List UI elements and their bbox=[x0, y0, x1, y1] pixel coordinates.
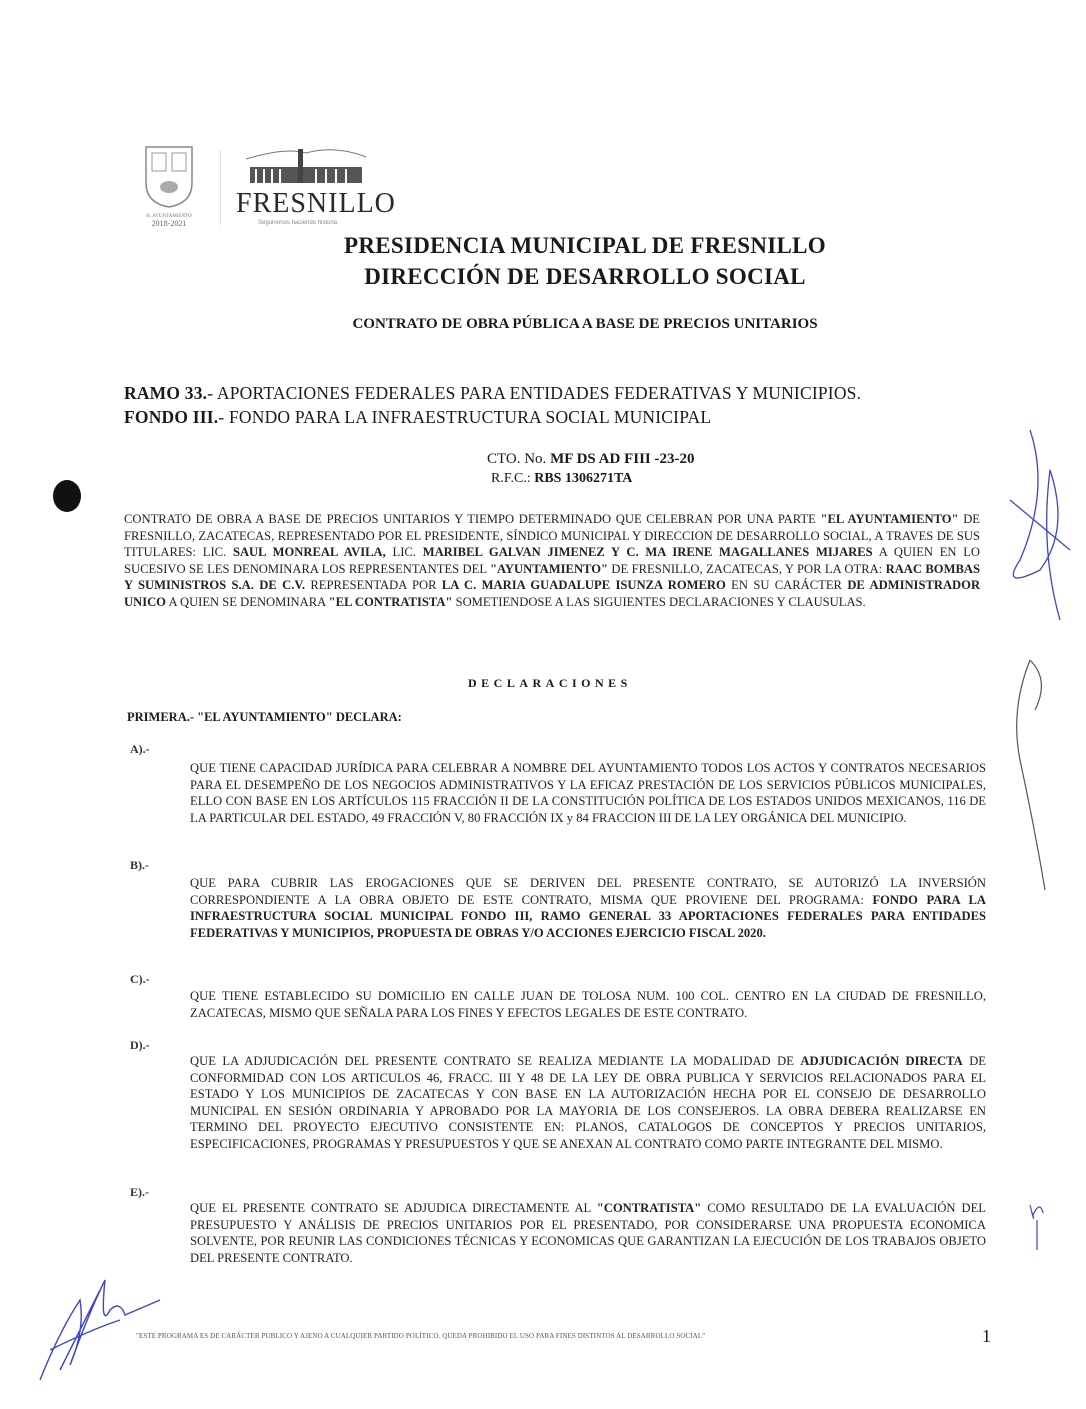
fondo-line bbox=[124, 407, 711, 428]
coat-of-arms-icon bbox=[140, 143, 198, 209]
fondo-text: - FONDO PARA LA INFRAESTRUCTURA SOCIAL MUNICIPAL bbox=[218, 407, 712, 427]
logo-divider bbox=[220, 150, 221, 225]
declaraciones-heading: DECLARACIONES bbox=[468, 676, 632, 690]
cto-value: MF DS AD FIII -23-20 bbox=[550, 451, 695, 467]
clause-paragraph bbox=[190, 760, 986, 826]
clause-paragraph bbox=[190, 1200, 986, 1266]
text-run: COMO RESULTADO DE LA EVALUACIÓN DEL PRESUPUESTO Y ANÁLISIS DE PRECIOS UNITARIOS POR EL PRESENTADO, POR CONSIDERARSE UNA PROPUESTA ECONOMICA SOLVENTE, POR REUNIR LAS CONDICIONES TÉCNICAS Y ECONOMICAS QUE GARANTIZAN LA EJECUCIÓN DE LOS TRABAJOS OBJETO DEL PRESENTE CONTRATO. bbox=[190, 1201, 986, 1265]
text-run: SOMETIENDOSE A LAS SIGUIENTES DECLARACIONES Y CLAUSULAS. bbox=[452, 594, 866, 609]
clause-label: D).- bbox=[130, 1038, 150, 1052]
title-line-1: PRESIDENCIA MUNICIPAL DE FRESNILLO bbox=[344, 233, 826, 258]
rfc-label: R.F.C.: bbox=[491, 471, 531, 486]
contract-number bbox=[487, 451, 695, 468]
rfc bbox=[491, 471, 632, 487]
bold-text-run: MARIBEL GALVAN JIMENEZ Y C. MA IRENE MAGALLANES MIJARES bbox=[422, 545, 873, 560]
text-run: A QUIEN EN LO SUCESIVO SE LES DENOMINARA LOS REPRESENTANTES DEL bbox=[124, 545, 981, 576]
text-run: QUE TIENE ESTABLECIDO SU DOMICILIO EN CALLE JUAN DE TOLOSA NUM. 100 COL. CENTRO EN LA CIUDAD DE FRESNILLO, ZACATECAS, MISMO QUE SEÑALA PARA LOS FINES Y EFECTOS LEGALES DE ESTE CONTRATO. bbox=[190, 989, 986, 1020]
bold-text-run: DE ADMINISTRADOR UNICO bbox=[124, 578, 981, 609]
monument-icon bbox=[236, 145, 376, 187]
text-run: DE CONFORMIDAD CON LOS ARTICULOS 46, FRACC. III Y 48 DE LA LEY DE OBRA PUBLICA Y SERVICIOS RELACIONADOS PARA EL ESTADO Y LOS MUNICIPIOS DE ZACATECAS Y CON BASE EN LA AUTORIZACIÓN HECHA POR EL CONSEJO DE DESARROLLO MUNICIPAL EN SESIÓN ORDINARIA Y APROBADO POR LA MAYORIA DE LOS CONSEJEROS. LA OBRA DEBERA REALIZARSE EN TERMINO DEL PROYECTO EJECUTIVO CONSISTENTE EN: PLANOS, CATALOGOS DE CONCEPTOS Y PRECIOS UNITARIOS, ESPECIFICACIONES, PROGRAMAS Y PRESUPUESTOS Y QUE SE ANEXAN AL CONTRATO COMO PARTE INTEGRANTE DEL MISMO. bbox=[190, 1054, 986, 1151]
seal-caption-2: 2018-2021 bbox=[151, 219, 187, 228]
text-run: EN SU CARÁCTER bbox=[725, 578, 848, 593]
rfc-value: RBS 1306271TA bbox=[534, 471, 633, 486]
bold-text-run: "AYUNTAMIENTO" bbox=[489, 561, 609, 576]
seal-caption-1: H. AYUNTAMIENTO bbox=[146, 214, 192, 219]
initials-right-margin bbox=[1025, 1195, 1055, 1255]
text-run: DE FRESNILLO, ZACATECAS, Y POR LA OTRA: bbox=[608, 561, 886, 576]
ramo-text: - APORTACIONES FEDERALES PARA ENTIDADES FEDERATIVAS Y MUNICIPIOS. bbox=[207, 383, 862, 403]
logo-tagline: Seguiremos haciendo historia bbox=[258, 220, 338, 226]
primera-heading: PRIMERA.- "EL AYUNTAMIENTO" DECLARA: bbox=[127, 710, 402, 724]
text-run: QUE TIENE CAPACIDAD JURÍDICA PARA CELEBRAR A NOMBRE DEL AYUNTAMIENTO TODOS LOS ACTOS Y CONTRATOS NECESARIOS PARA EL DESEMPEÑO DE LOS NEGOCIOS ADMINISTRATIVOS Y LA EFICAZ PRESTACIÓN DE LOS SERVICIOS PÚBLICOS MUNICIPALES, ELLO CON BASE EN LOS ARTÍCULOS 115 FRACCIÓN II DE LA CONSTITUCIÓN POLÍTICA DE LOS ESTADOS UNIDOS MEXICANOS, 116 DE LA PARTICULAR DEL ESTADO, 49 FRACCIÓN V, 80 FRACCIÓN IX y 84 FRACCION III DE LA LEY ORGÁNICA DEL MUNICIPIO. bbox=[190, 761, 986, 825]
footer-notice: "ESTE PROGRAMA ES DE CARÁCTER PUBLICO Y AJENO A CUALQUIER PARTIDO POLÍTICO. QUEDA PROHIBIDO EL USO PARA FINES DISTINTOS AL DESARROLLO SOCIAL" bbox=[136, 1332, 706, 1340]
clause-paragraph bbox=[190, 1053, 986, 1153]
text-run: QUE LA ADJUDICACIÓN DEL PRESENTE CONTRATO SE REALIZA MEDIANTE LA MODALIDAD DE bbox=[190, 1054, 801, 1068]
cto-label: CTO. No. bbox=[487, 451, 547, 467]
signature-right-margin bbox=[990, 410, 1080, 910]
clause-paragraph bbox=[190, 875, 986, 941]
fondo-label: FONDO III. bbox=[124, 407, 219, 427]
intro-paragraph bbox=[124, 511, 980, 611]
bold-text-run: ADJUDICACIÓN DIRECTA bbox=[800, 1054, 963, 1068]
page-number: 1 bbox=[982, 1326, 991, 1346]
clause-label: C).- bbox=[130, 972, 150, 986]
clause-label: E).- bbox=[130, 1185, 149, 1199]
bold-text-run: RAAC BOMBAS Y SUMINISTROS S.A. DE C.V. bbox=[124, 561, 980, 593]
signature-bottom-left bbox=[30, 1270, 170, 1390]
clause-paragraph bbox=[190, 988, 986, 1021]
text-run: LIC. bbox=[385, 545, 423, 560]
fresnillo-logo bbox=[236, 145, 396, 226]
bold-text-run: "EL CONTRATISTA" bbox=[328, 594, 453, 609]
bold-text-run: "CONTRATISTA" bbox=[596, 1201, 702, 1215]
bold-text-run: LA C. MARIA GUADALUPE ISUNZA ROMERO bbox=[441, 578, 726, 593]
text-run: QUE PARA CUBRIR LAS EROGACIONES QUE SE DERIVEN DEL PRESENTE CONTRATO, SE AUTORIZÓ LA INVERSIÓN CORRESPONDIENTE A LA OBRA OBJETO DE ESTE CONTRATO, MISMA QUE PROVIENE DEL PROGRAMA: bbox=[190, 876, 986, 907]
logo-text: FRESNILLO bbox=[236, 188, 396, 219]
municipal-seal bbox=[140, 143, 198, 231]
bold-text-run: FONDO PARA LA INFRAESTRUCTURA SOCIAL MUNICIPAL FONDO III, RAMO GENERAL 33 APORTACIONES FEDERALES PARA ENTIDADES FEDERATIVAS Y MUNICIPIOS, PROPUESTA DE OBRAS Y/O ACCIONES EJERCICIO FISCAL 2020. bbox=[190, 892, 986, 940]
text-run: REPRESENTADA POR bbox=[305, 578, 442, 593]
text-run: QUE EL PRESENTE CONTRATO SE ADJUDICA DIRECTAMENTE AL bbox=[190, 1201, 597, 1215]
text-run: CONTRATO DE OBRA A BASE DE PRECIOS UNITARIOS Y TIEMPO DETERMINADO QUE CELEBRAN POR UNA PARTE bbox=[124, 512, 821, 526]
clause-label: A).- bbox=[130, 742, 150, 756]
clause-label: B).- bbox=[130, 858, 149, 872]
text-run: DE FRESNILLO, ZACATECAS, REPRESENTADO POR EL PRESIDENTE, SÍNDICO MUNICIPAL Y DIRECCION DE DESARROLLO SOCIAL, A TRAVES DE SUS TITULARES: LIC. bbox=[124, 512, 980, 560]
ramo-label: RAMO 33. bbox=[124, 383, 208, 403]
bold-text-run: "EL AYUNTAMIENTO" bbox=[820, 512, 959, 526]
text-run: A QUIEN SE DENOMINARA bbox=[165, 594, 329, 609]
title-line-2: DIRECCIÓN DE DESARROLLO SOCIAL bbox=[364, 264, 806, 289]
document-subtitle: CONTRATO DE OBRA PÚBLICA A BASE DE PRECIOS UNITARIOS bbox=[352, 316, 818, 332]
bold-text-run: SAUL MONREAL AVILA, bbox=[232, 545, 386, 560]
punch-hole bbox=[53, 480, 81, 512]
ramo-line bbox=[124, 383, 861, 404]
